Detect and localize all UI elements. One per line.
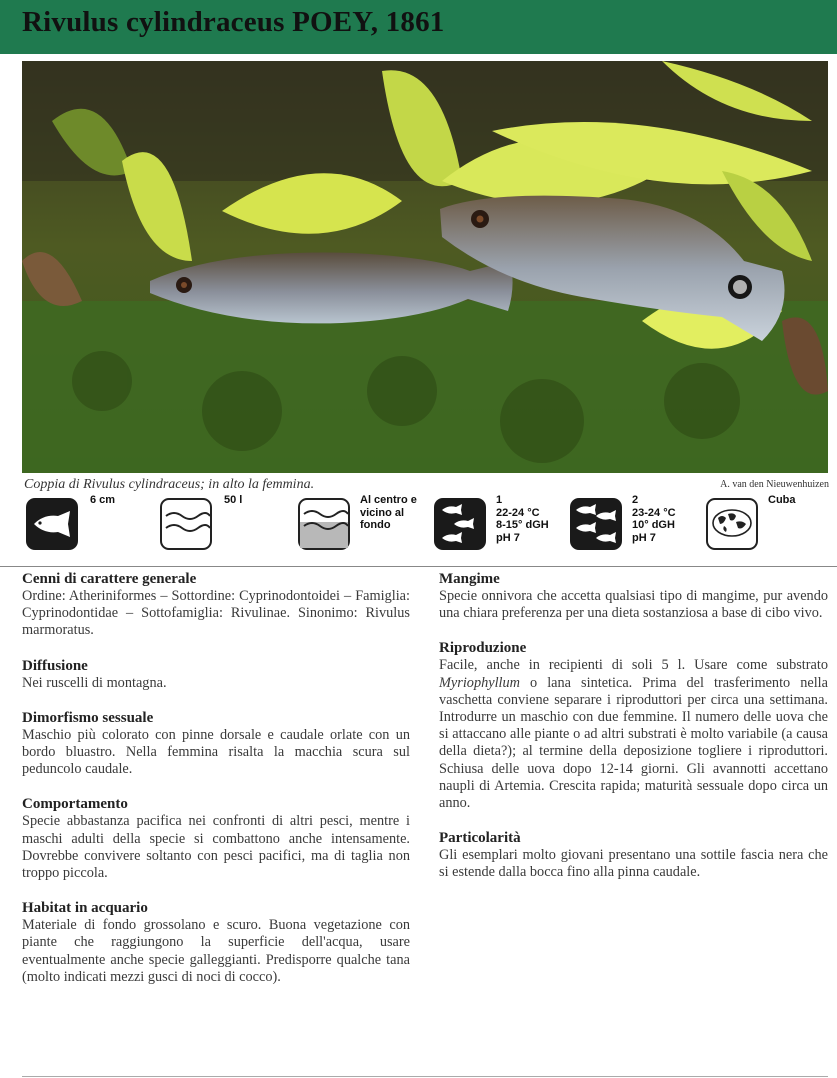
section-heading: Cenni di carattere generale bbox=[22, 571, 197, 587]
body-end: o lana sintetica. Prima del trasferimento nella vaschetta conviene separare i riproduttori per circa una settimana. Introdurre un maschio con due femmine. Il numero delle uova che si attaccano alle piante o ad altri substrati è molto variabile (a causa della dieta?); al termine della deposizione togliere i riproduttori. Schiusa delle uova dopo 12-14 giorni. Gli avannotti accettano naupli di Artemia. Crescita rapida; maturità sessuale dopo circa un anno. bbox=[439, 674, 828, 812]
section-dimorfismo bbox=[22, 709, 410, 779]
section-diffusione bbox=[22, 657, 410, 692]
section-riproduzione bbox=[439, 639, 828, 812]
section-heading: Comportamento bbox=[22, 796, 128, 813]
page-title: Rivulus cylindraceus POEY, 1861 bbox=[22, 6, 445, 38]
origin-value: Cuba bbox=[768, 494, 796, 506]
volume-value: 50 l bbox=[224, 494, 243, 506]
swim-zone-icon bbox=[298, 498, 350, 550]
section-body: Materiale di fondo grossolano e scuro. Buona vegetazione con piante che raggiungono la superficie dell'acqua, usare eventualmente anche specie galleggianti. Predisporre qualche tana (molto indicati mezzi gusci di noci di cocco). bbox=[22, 917, 410, 985]
title-banner bbox=[0, 0, 837, 54]
section-generale bbox=[22, 570, 410, 640]
aquarium-volume-icon bbox=[160, 498, 212, 550]
section-mangime bbox=[439, 570, 828, 622]
water-parameters-icon-2 bbox=[570, 498, 622, 550]
section-habitat bbox=[22, 899, 410, 986]
water-parameters-icon-1 bbox=[434, 498, 486, 550]
bottom-rule bbox=[22, 1076, 828, 1077]
body-start: Facile, anche in recipienti di soli 5 l. Usare come substrato bbox=[439, 657, 828, 674]
section-body: Specie onnivora che accetta qualsiasi tipo di mangime, pur avendo una chiara preferenza per una dieta sostanziosa a base di cibo vivo. bbox=[439, 588, 828, 622]
section-body: Ordine: Atheriniformes – Sottordine: Cyprinodontoidei – Famiglia: Cyprinodontidae – Sottofamiglia: Rivulinae. Sinonimo: Rivulus marmoratus. bbox=[22, 588, 410, 639]
section-heading: Habitat in acquario bbox=[22, 900, 148, 917]
section-divider bbox=[0, 566, 837, 567]
section-comportamento bbox=[22, 795, 410, 882]
fish-photo bbox=[22, 61, 828, 473]
section-heading: Mangime bbox=[439, 571, 500, 587]
globe-origin-icon bbox=[706, 498, 758, 550]
body-italic: Myriophyllum bbox=[439, 674, 520, 691]
water-values-1: 1 22-24 °C 8-15° dGH pH 7 bbox=[496, 494, 549, 544]
size-value: 6 cm bbox=[90, 494, 116, 506]
section-particolarita bbox=[439, 829, 828, 881]
right-column bbox=[439, 570, 828, 899]
photo-caption: Coppia di Rivulus cylindraceus; in alto la femmina. bbox=[24, 477, 315, 492]
fish-size-icon bbox=[26, 498, 78, 550]
photo-credit: A. van den Nieuwenhuizen bbox=[720, 479, 829, 490]
info-icons-row bbox=[0, 492, 837, 556]
section-body bbox=[439, 657, 828, 812]
section-body: Gli esemplari molto giovani presentano una sottile fascia nera che si estende dalla bocca fino alla pinna caudale. bbox=[439, 847, 828, 881]
section-heading: Dimorfismo sessuale bbox=[22, 709, 154, 726]
section-heading: Diffusione bbox=[22, 657, 88, 674]
left-column bbox=[22, 570, 410, 1003]
section-body: Nei ruscelli di montagna. bbox=[22, 674, 167, 691]
section-heading: Particolarità bbox=[439, 830, 521, 847]
section-heading: Riproduzione bbox=[439, 640, 527, 657]
section-body: Specie abbastanza pacifica nei confronti di altri pesci, mentre i maschi adulti della specie si combattono anche intensamente. Dovrebbe convivere soltanto con pesci pacifici, ma di taglia non troppo piccola. bbox=[22, 813, 410, 882]
water-values-2: 2 23-24 °C 10° dGH pH 7 bbox=[632, 494, 676, 544]
section-body: Maschio più colorato con pinne dorsale e caudale orlate con un bordo bluastro. Nella femmina risalta la macchia scura sul peduncolo caudale. bbox=[22, 726, 410, 778]
swim-zone-value: Al centro e vicino al fondo bbox=[360, 494, 417, 531]
